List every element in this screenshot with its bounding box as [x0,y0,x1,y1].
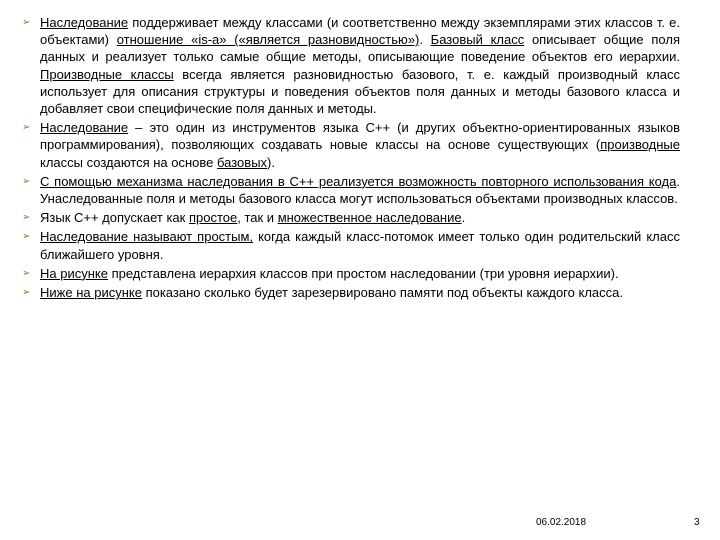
bullet-list [22,14,680,303]
bullet-text: , так и [237,210,278,226]
bullet-item [22,14,680,117]
term-below-figure: Ниже на рисунке [40,285,142,301]
bullet-item [22,284,680,301]
bullet-text: описывает общие поля данных и реализует только самые общие методы, описывающие поведение объектов его иерархии. [40,32,680,65]
term-multiple-inheritance: множественное наследование [277,210,462,226]
arrow-bullet-icon: ➢ [22,267,31,279]
term-simple: простое [188,210,238,226]
term-derived-classes: Производные классы [40,66,174,82]
arrow-bullet-icon: ➢ [22,231,31,243]
bullet-text: . Унаследованные поля и методы базового класса могут использоваться объектами производных классов. [40,173,680,207]
bullet-item [22,119,680,171]
term-base-class: Базовый класс [430,32,525,48]
arrow-bullet-icon: ➢ [22,212,31,224]
bullet-item [22,209,680,226]
bullet-item [22,265,680,282]
term-simple-inheritance: Наследование называют простым, [40,229,254,245]
term-on-figure: На рисунке [40,265,108,281]
bullet-text: классы создаются на основе [40,154,218,170]
footer-date: 06.02.2018 [536,517,587,528]
bullet-text: Язык С++ допускает как [40,210,189,226]
arrow-bullet-icon: ➢ [22,122,31,134]
term-code-reuse: С помощью механизма наследования в С++ реализуется возможность повторного использования кода [40,173,677,189]
term-base: базовых [217,154,268,170]
bullet-text: . [419,32,431,48]
bullet-item [22,228,680,262]
bullet-text: показано сколько будет зарезервировано памяти под объекты каждого класса. [141,285,623,301]
bullet-text: ). [267,154,275,170]
bullet-text: поддерживает между классами (и соответственно между экземплярами этих классов т. е. объектами) [40,15,680,48]
bullet-item [22,173,680,207]
bullet-text: когда каждый класс-потомок имеет только один родительский класс ближайшего уровня. [40,229,680,262]
term-inheritance: Наследование [40,120,129,136]
term-is-a-relation: отношение «is-a» («является разновидностью») [116,32,420,48]
arrow-bullet-icon: ➢ [22,17,31,28]
bullet-text: . [461,210,466,226]
bullet-text: представлена иерархия классов при простом наследовании (три уровня иерархии). [107,265,619,281]
bullet-text: – это один из инструментов языка С++ (и других объектно-ориентированных языков программирования), позволяющих создавать новые классы на основе существующих ( [40,120,680,153]
term-derived: производные [600,137,680,153]
term-inheritance: Наследование [40,15,129,30]
arrow-bullet-icon: ➢ [22,287,31,299]
page-number: 3 [694,517,700,528]
arrow-bullet-icon: ➢ [22,175,31,187]
bullet-text: всегда является разновидностью базового, т. е. каждый производный класс использует для описания структуры и поведения объектов поля данных и методы базового класса и добавляет свои специфические поля данных и методы. [40,66,680,117]
